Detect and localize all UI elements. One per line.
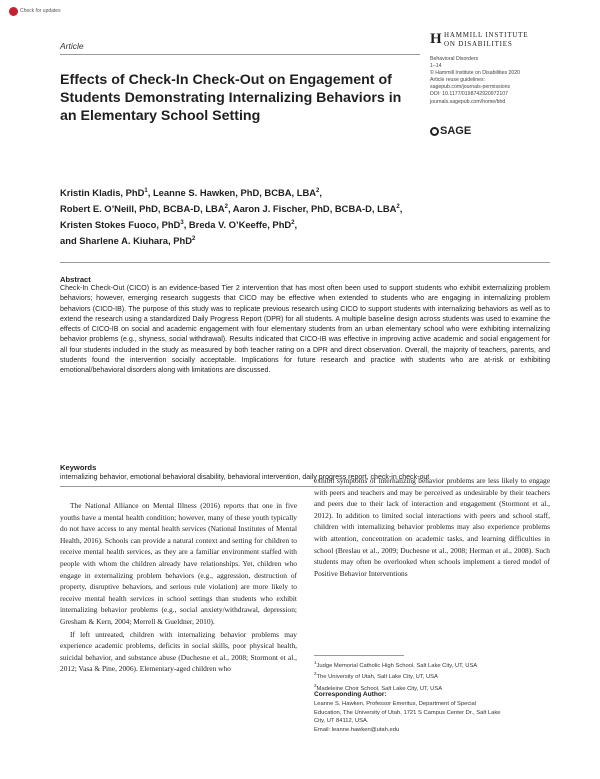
- author-affiliation-marker: 2: [291, 220, 295, 227]
- sage-logo: [430, 125, 471, 137]
- author-line: [60, 184, 540, 200]
- author-name: , Leanne S. Hawken, PhD, BCBA, LBA: [147, 187, 316, 199]
- author-name: and Sharlene A. Kiuhara, PhD: [60, 235, 192, 247]
- author-separator: ,: [294, 219, 298, 231]
- corresponding-email[interactable]: Email: leanne.hawken@utah.edu: [314, 726, 400, 733]
- body-column-right: [314, 475, 550, 579]
- author-affiliation-marker: 2: [396, 204, 400, 211]
- abstract-heading: Abstract: [60, 275, 91, 284]
- author-line: [60, 200, 540, 216]
- sage-circle-icon: [430, 127, 439, 136]
- page-range: 1–14: [430, 63, 442, 70]
- corresponding-line: Leanne S. Hawken, Professor Emeritus, Department of Special: [314, 701, 477, 707]
- affiliation-item: $^2$The University of Utah, Salt Lake City, UT, USA: [314, 671, 438, 681]
- author-line: [60, 216, 540, 232]
- body-column-left: [60, 500, 297, 675]
- author-name: Kristen Stokes Fuoco, PhD: [60, 219, 181, 231]
- author-name: , Aaron J. Fischer, PhD, BCBA-D, LBA: [227, 203, 397, 215]
- reuse-label: Article reuse guidelines:: [430, 77, 486, 84]
- author-separator: ,: [319, 187, 322, 199]
- corresponding-line: City, UT 84112, USA.: [314, 718, 369, 725]
- author-affiliation-marker: 2: [224, 204, 228, 211]
- sage-wordmark: SAGE: [440, 125, 472, 137]
- corresponding-author-heading: Corresponding Author:: [314, 691, 387, 698]
- footnote-divider: [314, 655, 404, 656]
- author-list: [60, 184, 540, 249]
- affiliation-item: $^1$Judge Memorial Catholic High School, Salt Lake City, UT, USA: [314, 660, 478, 669]
- body-paragraph: If left untreated, children with internalizing behavior problems may experience academic problems, deficits in social skills, poor physical health, suicidal behavior, and substance abuse (Duchesne et al., 2008; Stormont et al., 2012; Vasa & Pine, 2006). Elementary-aged children who: [60, 629, 297, 674]
- abstract-top-divider: [60, 262, 550, 263]
- article-title: Effects of Check-In Check-Out on Engagement of Students Demonstrating Internalizing Behaviors in an Elementary School Setting: [60, 72, 402, 124]
- author-affiliation-marker: 2: [191, 236, 196, 243]
- author-affiliation-marker: 1: [144, 188, 148, 194]
- journal-name: Behavioral Disorders: [430, 56, 479, 62]
- crossmark-icon: [9, 7, 18, 16]
- author-name: , Breda V. O’Keeffe, PhD: [183, 219, 292, 231]
- author-affiliation-marker: 2: [316, 188, 320, 194]
- article-type-label: Article: [60, 41, 84, 51]
- author-separator: ,: [399, 203, 403, 215]
- author-name: Kristin Kladis, PhD: [60, 187, 145, 199]
- abstract-text: Check-In Check-Out (CICO) is an evidence-based Tier 2 intervention that has most often been used to support students who exhibit externalizing problem behaviors; however, emerging research suggests that CICO may be effective when extended to students who are engaging in internalizing problem behaviors (CICO-IB). The purpose of this study was to replicate previous research using CICO to support students with internalizing behaviors as well as to extend the research using a standardized Daily Progress Report (DPR) for all students. A multiple baseline design across students was used to examine the effects of CICO-IB on social and academic engagement with four elementary students from an urban elementary school who were exhibiting internalizing behavior problems (e.g., shyness, social withdrawal). Results indicated that CICO-IB was effective in improving active academic and social engagement for all four students included in the study as measured by both teacher rating on a DPR and direct observation. Overall, the majority of teachers, parents, and students found the intervention socially acceptable. Implications for future research and practice with students who are at-risk or exhibiting emotional/behavioral disorders along with limitations are discussed.: [60, 285, 550, 375]
- header-divider: [60, 54, 420, 55]
- journal-metadata: [430, 56, 570, 106]
- publisher-logo: [430, 30, 550, 52]
- body-paragraph: exhibit symptoms of internalizing behavior problems are less likely to engage with peers and teachers and may be perceived as undesirable by their teachers and peers due to their lack of interaction and engagement (Stormont et al., 2012). In addition to limited social interactions with peers and school staff, children with internalizing behavior problems may also experience problems with attention, concentration on academic tasks, and learning difficulties in school (Breslau et al., 2009; Duchesne et al., 2008; Herman et al., 2008). Such students may often be overlooked when schools implement a tiered model of Positive Behavior Interventions: [314, 476, 550, 578]
- copyright: © Hammill Institute on Disabilities 2020: [430, 70, 521, 77]
- author-name: Robert E. O’Neill, PhD, BCBA-D, LBA: [60, 203, 225, 215]
- corresponding-author-details: [314, 700, 550, 734]
- doi[interactable]: DOI: 10.1177/0198742920972107: [430, 91, 509, 98]
- affiliation-item: $^3$Madeleine Choir School, Salt Lake City, UT, USA: [314, 682, 443, 692]
- author-affiliation-marker: 3: [180, 220, 184, 227]
- keywords-text: internalizing behavior, emotional behavioral disability, behavioral intervention, daily progress report, check-in check-out: [60, 474, 430, 481]
- journal-homepage-link[interactable]: journals.sagepub.com/home/bhd: [430, 98, 506, 105]
- keywords-heading: Keywords: [60, 463, 97, 472]
- body-paragraph: The National Alliance on Mental Illness (2016) reports that one in five youths have a mental health condition; however, many of these youth typically do not have access to any mental health services (National Institutes of Mental Health, 2016). Schools can provide a natural context and setting for children to receive mental health services, as they are a familiar environment staffed with people with whom the children already have relationships. Yet, children who engage in externalizing problem behaviors (e.g., aggression, destruction of property, disruptive behaviors, and serious rule violation) are more likely to receive mental health services in school settings than students who exhibit internalizing behavior problems (e.g., social anxiety/withdrawal, depression; Gresham & Kern, 2004; Merrell & Gueldner, 2010).: [60, 501, 297, 626]
- affiliation-list: [314, 659, 550, 693]
- check-for-updates-label: Check for updates: [20, 8, 61, 14]
- check-for-updates-badge[interactable]: [9, 6, 61, 16]
- author-line: [60, 232, 540, 248]
- permissions-link[interactable]: sagepub.com/journals-permissions: [430, 84, 511, 91]
- publisher-name-line1: HAMMILL INSTITUTE: [444, 31, 529, 39]
- corresponding-line: Education, The University of Utah, 1721 S Campus Center Dr., Salt Lake: [314, 709, 501, 716]
- publisher-name-line2: ON DISABILITIES: [444, 40, 513, 48]
- hammill-logo-icon: H: [430, 31, 440, 47]
